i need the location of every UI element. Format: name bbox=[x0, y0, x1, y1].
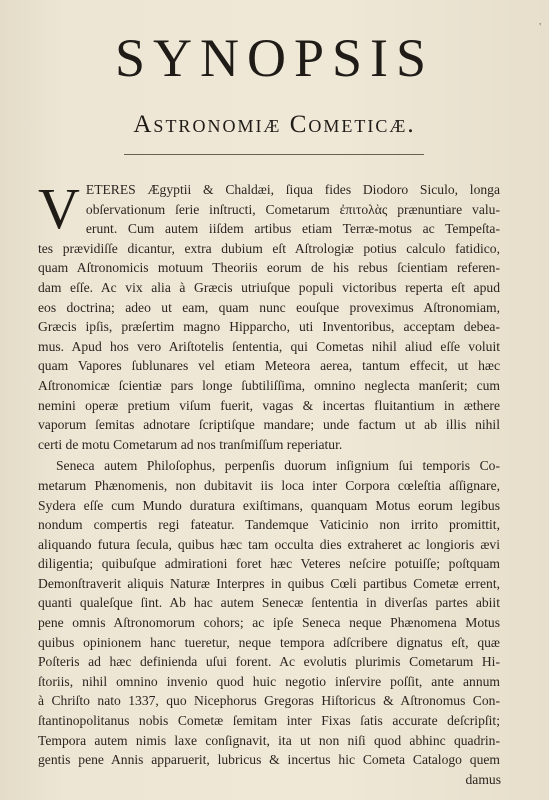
text-line: erunt. Cum autem iiſdem artibus etiam Terræ-motus ac Tempeſta- bbox=[85, 221, 500, 237]
text-line: Tempora autem nimis laxe conſignavit, ita ut non niſi quod abhinc quadrin- bbox=[38, 732, 500, 748]
text-line: dam eſſe. Ac vix alia à Græcis utriuſque populi victoribus reperta eſt apud bbox=[38, 279, 500, 295]
text-line: Græcis ipſis, præſertim magno Hipparcho, uti Inventoribus, acceptam debea- bbox=[38, 319, 500, 335]
page-mark: ' bbox=[539, 22, 541, 33]
text-line: ETERES Ægyptii & Chaldæi, ſiqua fides Diodoro Siculo, longa bbox=[85, 182, 500, 197]
text-line: quam Vapores ſublunares vel etiam Meteora aerea, tantum effecit, ut hæc bbox=[38, 358, 500, 374]
text-line: nemini operæ pretium viſum fuerit, vagas & incertas fluitantium in æthere bbox=[38, 397, 500, 413]
text-line: Demonſtraverit aliquis Naturæ Interpres in quibus Cœli partibus Cometæ errent, bbox=[38, 575, 500, 591]
text-line: Aſtronomicæ ſcientiæ pars longe ſubtiliſſima, omnino neglecta manſerit; cum bbox=[38, 377, 500, 393]
title-rule bbox=[124, 154, 424, 155]
text-line: Poſteris ad hæc definienda uſui forent. Ac evolutis plurimis Cometarum Hi- bbox=[38, 654, 500, 670]
drop-cap: V bbox=[38, 176, 80, 241]
text-line: certi de motu Cometarum ad nos tranſmiſſum reperiatur. bbox=[38, 436, 343, 452]
paragraph-1 bbox=[38, 176, 500, 454]
text-line: tes prævidiſſe dicantur, extra dubium eſt Aſtrologiæ potius calculo fatidico, bbox=[38, 240, 500, 256]
text-line: vaporum ſemitas adnotare ſcriptiſque mandare; unde factum ut ab illis nihil bbox=[38, 417, 500, 433]
text-line: quam Aſtronomicis motuum Theoriis eorum de his rebus ſcientiam referen- bbox=[38, 260, 500, 276]
text-body bbox=[38, 176, 500, 770]
text-line: ſtantinopolitanus nobis Cometæ ſemitam inter Fixas ſatis accurate deſcripſit; bbox=[38, 713, 500, 729]
text-line: à Chriſto nato 1337, quo Nicephorus Gregoras Hiſtoricus & Aſtronomus Con- bbox=[38, 693, 500, 709]
text-line: Seneca autem Philoſophus, perpenſis duorum inſignium ſui temporis Co- bbox=[56, 458, 500, 474]
text-line: Sydera eſſe cum Mundo duratura exiſtimans, quanquam Motus eorum legibus bbox=[38, 497, 500, 513]
text-line: gentis pene Annis apparuerit, lubricus & incertus hic Cometa Catalogo quem bbox=[38, 752, 500, 768]
text-line: quanti qualeſque ſint. Ab hac autem Senecæ ſententia in diverſas partes abiit bbox=[38, 595, 500, 611]
text-line: nondum compertis regi fateatur. Tandemque Vaticinio non irrito promittit, bbox=[38, 517, 500, 533]
paragraph-2 bbox=[38, 456, 500, 770]
catchword: damus bbox=[465, 772, 501, 787]
text-line: pene omnis Aſtronomorum cohors; ac ipſe Seneca neque Phænomena Motus bbox=[38, 615, 500, 631]
text-line: aliquando futura ſecula, quibus hæc tam occulta dies extraheret ac longioris ævi bbox=[38, 536, 500, 552]
text-line: eos doctrina; adeo ut eam, quam nunc eouſque proveximus Aſtronomiam, bbox=[38, 299, 500, 315]
text-line: quibus opinionem hanc tueretur, neque tempora adſcribere dignatus eſt, quæ bbox=[38, 634, 500, 650]
text-line: metarum Phænomenis, non dubitavit iis loca inter Corpora cœleſtia aſſignare, bbox=[38, 477, 500, 493]
page-subtitle: Astronomiæ Cometicæ. bbox=[133, 111, 416, 138]
text-line: obſervationum ſerie inſtructi, Cometarum ἐπιτολὰς prænuntiare valu- bbox=[85, 201, 500, 217]
text-line: ſtoriis, nihil omnino invenio quod huic negotio inſervire poſſit, ante annum bbox=[38, 673, 500, 689]
page-title: SYNOPSIS bbox=[114, 28, 435, 88]
text-line: mus. Apud hos vero Ariſtotelis ſententia, qui Cometas nihil aliud eſſe voluit bbox=[38, 338, 500, 354]
text-line: diligentia; quibuſque admirationi foret hæc Veteres neſcire potuiſſe; poſtquam bbox=[38, 556, 500, 572]
